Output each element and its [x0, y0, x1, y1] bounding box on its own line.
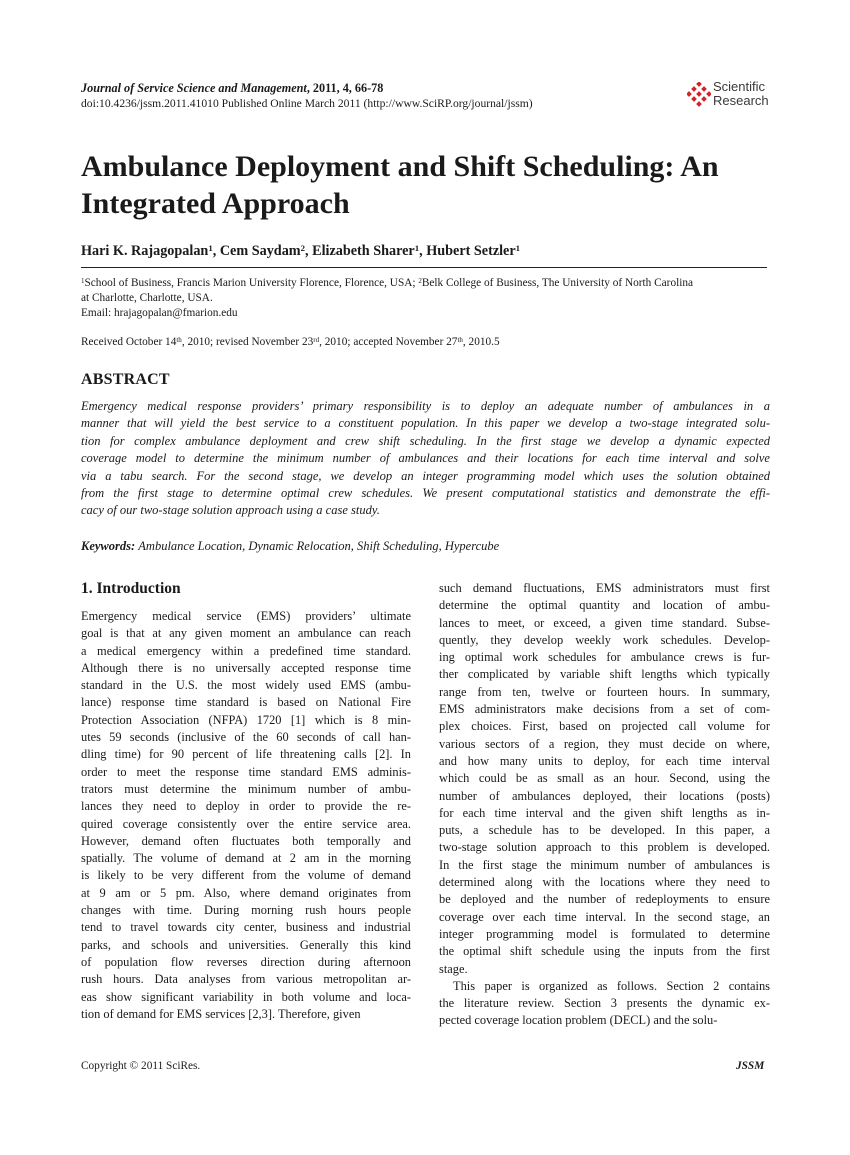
affiliation-mark: 2 [418, 276, 422, 285]
body-text-line: utes 59 seconds (inclusive of the 60 seconds of call han- [81, 730, 411, 745]
affiliation-text: School of Business, Francis Marion University Florence, Florence, USA; [84, 277, 419, 289]
keywords-label: Keywords [81, 539, 131, 553]
body-text-line: two-stage solution approach to this problem is developed. [439, 840, 770, 855]
author-affiliation-mark: 1 [515, 243, 521, 254]
affiliation-line: at Charlotte, Charlotte, USA. [81, 292, 213, 304]
body-text-line: EMS administrators make decisions from a set of com- [439, 702, 770, 717]
publisher-logo [687, 78, 787, 114]
body-text-line: stage. [439, 961, 468, 976]
publisher-name-line2: Research [713, 93, 769, 108]
keyword-separator: , [242, 539, 249, 553]
abstract-line: coverage model to determine the minimum number of ambulances and their locations for each time interval and solve [81, 451, 770, 466]
journal-volume: , 2011, 4, 66-78 [306, 81, 384, 95]
author-name: Elizabeth Sharer [312, 243, 415, 259]
abstract-line: tion for complex ambulance deployment and crew shift scheduling. In the first stage we develop a dynamic expected [81, 433, 770, 448]
body-column-right [439, 580, 770, 1030]
ordinal-suffix: rd [313, 335, 320, 344]
body-text-line: quently, they develop weekly work schedules. Develop- [439, 632, 770, 647]
author-separator: , [305, 243, 313, 259]
affiliation-text: Belk College of Business, The University of North Carolina [421, 277, 694, 289]
accepted-year: , 2010.5 [462, 336, 500, 348]
abstract-body [81, 398, 770, 520]
body-text-line: This paper is organized as follows. Section 2 contains [453, 978, 770, 993]
author-name: Hubert Setzler [426, 243, 516, 259]
body-text-line: Emergency medical service (EMS) providers’ ultimate [81, 609, 411, 623]
journal-citation [81, 80, 383, 96]
body-text-line: dling time) for 90 percent of life threatening calls [2]. In [81, 747, 411, 762]
journal-name: Journal of Service Science and Management [81, 81, 307, 95]
abstract-line: Emergency medical response providers’ primary responsibility is to deploy an adequate number of ambulances in a [81, 399, 770, 413]
body-text-line: goal is that at any given moment an ambulance can reach [81, 626, 411, 641]
body-text-line: plex choices. First, based on projected call volume for [439, 719, 770, 734]
body-text-line: In the first stage the minimum number of ambulances is [439, 857, 770, 872]
body-text-line: various sectors of a region, they must decide on where, [439, 736, 770, 751]
body-text-line: standard in the U.S. the most widely used EMS (ambu- [81, 678, 411, 693]
body-text-line: lances they need to deploy in order to provide the re- [81, 799, 411, 814]
body-text-line: Protection Association (NFPA) 1720 [1] which is 8 min- [81, 712, 411, 727]
ordinal-suffix: th [457, 335, 463, 344]
body-text-line: the literature review. Section 3 presents the dynamic ex- [439, 996, 770, 1011]
body-text-line: be deployed and the number of redeployments to ensure [439, 892, 770, 907]
keyword-separator: , [438, 539, 445, 553]
author-affiliation-mark: 1 [414, 243, 420, 254]
publisher-name-line1: Scientific [713, 79, 766, 94]
abstract-line: cacy of our two-stage solution approach using a case study. [81, 503, 380, 518]
publication-dates [81, 335, 500, 350]
footer-copyright: Copyright © 2011 SciRes. [81, 1060, 201, 1072]
affiliation-line [81, 276, 771, 291]
body-text-line: order to meet the response time standard EMS adminis- [81, 764, 411, 779]
publisher-name [713, 80, 769, 108]
doi-line: doi:10.4236/jssm.2011.41010 Published Online March 2011 (http://www.SciRP.org/journal/jssm) [81, 97, 533, 110]
author-separator: , [212, 243, 220, 259]
abstract-line: via a tabu search. For the second stage, we develop an integer programming model which uses the solution obtained [81, 468, 770, 483]
author-affiliation-mark: 1 [208, 243, 213, 254]
footer-journal-abbr: JSSM [736, 1060, 765, 1072]
body-text-line: rush hours. Data analyses from various metropolitan ar- [81, 972, 411, 987]
revised-date: , 2010; revised November 23 [181, 336, 314, 348]
author-affiliation-mark: 2 [300, 243, 306, 254]
body-text-line: at 9 am or 5 pm. Also, where demand originates from [81, 885, 411, 900]
keyword-separator: , [350, 539, 358, 553]
affiliation-mark: 1 [81, 276, 85, 285]
paper-title-line: Ambulance Deployment and Shift Scheduling: An [81, 150, 719, 183]
body-text-line: coverage over each time interval. In the second stage, an [439, 909, 770, 924]
body-column-left [81, 608, 411, 1023]
scientific-research-logo-icon [687, 82, 711, 108]
body-text-line: pected coverage location problem (DECL) and the solu- [439, 1013, 718, 1028]
author-name: Hari K. Rajagopalan [81, 243, 209, 259]
body-text-line: eas show significant variability in both volume and loca- [81, 989, 411, 1004]
body-text-line: determine the optimal quantity and location of ambu- [439, 598, 770, 613]
keyword: Ambulance Location [138, 539, 243, 553]
body-text-line: determined along with the locations where they need to [439, 875, 770, 890]
body-text-line: is likely to be very different from the volume of demand [81, 868, 411, 883]
ordinal-suffix: th [176, 335, 182, 344]
body-text-line: which could be as small as an hour. Second, using the [439, 771, 770, 786]
affiliations [81, 276, 771, 321]
body-text-line: ing optimal work schedules for ambulance crews is fur- [439, 650, 770, 665]
divider [81, 267, 767, 268]
keywords [81, 538, 499, 555]
abstract-line: from the first stage to determine optimal crew schedules. We present computational statistics and demonstrate the effi- [81, 485, 770, 500]
body-text-line: for each time interval and the given shift lengths as in- [439, 805, 770, 820]
body-text-line: such demand fluctuations, EMS administrators must first [439, 581, 770, 595]
keywords-colon: : [131, 539, 139, 553]
body-text-line: quired coverage consistently over the entire service area. [81, 816, 411, 831]
keyword: Shift Scheduling [357, 539, 439, 553]
body-text-line: number of ambulances deployed, their locations (posts) [439, 788, 770, 803]
keyword: Hypercube [444, 539, 500, 553]
section-heading: 1. Introduction [81, 580, 181, 597]
body-text-line: tend to travel towards city center, business and industrial [81, 920, 411, 935]
body-text-line: integer programming model is formulated to determine [439, 926, 770, 941]
body-text-line: Although there is no universally accepted response time [81, 660, 411, 675]
body-text-line: the optimal shift schedule using the inputs from the first [439, 944, 770, 959]
body-text-line: spatially. The volume of demand at 2 am in the morning [81, 851, 411, 866]
body-text-line: a medical emergency within a predefined time standard. [81, 643, 411, 658]
body-text-line: and how many units to deploy, for each time interval [439, 753, 770, 768]
paper-title-line: Integrated Approach [81, 187, 350, 220]
body-text-line: changes with time. During morning rush hours people [81, 903, 411, 918]
body-text-line: lance) response time standard is based on National Fire [81, 695, 411, 710]
body-text-line: tion of demand for EMS services [2,3]. Therefore, given [81, 1006, 361, 1021]
author-list [81, 242, 520, 260]
body-text-line: parks, and schools and universities. Generally this kind [81, 937, 411, 952]
body-text-line: trators must determine the minimum number of ambu- [81, 781, 411, 796]
body-text-line: lances to meet, or exceed, a given time standard. Subse- [439, 615, 770, 630]
body-text-line: puts, a schedule has to be developed. In this paper, a [439, 823, 770, 838]
author-name: Cem Saydam [219, 243, 301, 259]
contact-email: Email: hrajagopalan@fmarion.edu [81, 307, 238, 319]
accepted-date: , 2010; accepted November 27 [319, 336, 458, 348]
body-text-line: However, demand often fluctuates both temporally and [81, 833, 411, 848]
abstract-line: manner that will yield the best service to a constituent population. In this paper we develop a two-stage integrated solu- [81, 416, 770, 431]
received-date: Received October 14 [81, 336, 177, 348]
author-separator: , [419, 243, 427, 259]
body-text-line: ther complicated by variable shift lengths which typically [439, 667, 770, 682]
abstract-heading: ABSTRACT [81, 371, 170, 388]
paper-title [81, 148, 781, 222]
keyword: Dynamic Relocation [248, 539, 351, 553]
body-text-line: of population flow reverses direction during afternoon [81, 954, 411, 969]
body-text-line: range from ten, twelve or fourteen hours. In summary, [439, 684, 770, 699]
